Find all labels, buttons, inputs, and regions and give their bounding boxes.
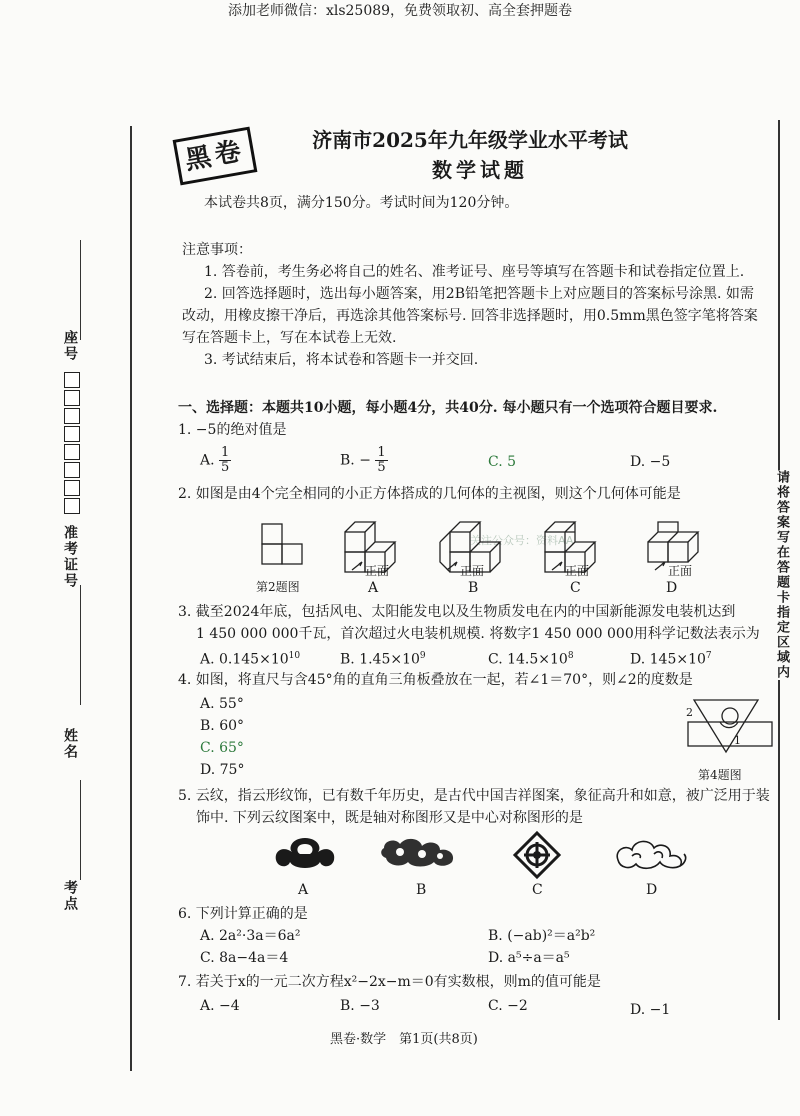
section-1-heading: 一、选择题：本题共10小题，每小题4分，共40分. 每小题只有一个选项符合题目要求. [178, 400, 718, 416]
notice-item-1: 1. 答卷前，考生务必将自己的姓名、准考证号、座号等填写在答题卡和试卷指定位置上. [204, 264, 745, 280]
question-5-label-b: B [416, 882, 427, 898]
question-2-figure-caption: 第2题图 [256, 580, 300, 594]
question-1-option-d: D. −5 [630, 454, 671, 470]
exam-subtitle: 数学试题 [432, 158, 528, 182]
site-underline [80, 780, 81, 880]
question-6-option-a: A. 2a²·3a＝6a² [200, 928, 301, 944]
question-5-cloud-pattern-b [378, 834, 468, 874]
question-5-cloud-pattern-d [612, 836, 692, 876]
question-6-option-c: C. 8a−4a＝4 [200, 950, 289, 966]
question-5-label-a: A [298, 882, 309, 898]
question-2-label-a: A [368, 580, 379, 596]
question-3-option-b: B. $1.45\times 10^9$ [340, 651, 426, 668]
name-label: 姓名 [62, 728, 78, 760]
question-4-option-d: D. 75° [200, 762, 245, 778]
name-underline [80, 585, 81, 705]
exam-title: 济南市2025年九年级学业水平考试 [312, 128, 628, 152]
question-3-option-d: D. $145\times 10^7$ [630, 651, 712, 668]
question-5-label-d: D [646, 882, 658, 898]
question-5-label-c: C [532, 882, 543, 898]
question-3-stem-1: 3. 截至2024年底，包括风电、太阳能发电以及生物质发电在内的中国新能源发电装机达到 [178, 604, 736, 620]
question-2-front-b: 正面 [460, 564, 485, 578]
question-5-cloud-pattern-a [270, 834, 340, 874]
question-3-option-a: A. $0.145\times 10^{10}$ [200, 651, 301, 668]
question-2-front-d: 正面 [668, 564, 693, 578]
question-2-front-a: 正面 [365, 564, 390, 578]
question-4-angle-2: 2 [686, 706, 693, 719]
question-6-stem: 6. 下列计算正确的是 [178, 906, 308, 922]
site-label: 考点 [62, 880, 78, 912]
question-7-option-a: A. −4 [200, 998, 240, 1014]
question-7-option-b: B. −3 [340, 998, 380, 1014]
notice-item-2-end: 写在答题卡上，写在本试卷上无效. [182, 330, 397, 346]
question-1-stem: 1. −5的绝对值是 [178, 422, 287, 438]
notice-heading: 注意事项： [182, 242, 252, 258]
question-5-cloud-pattern-c [512, 830, 562, 880]
question-2-stem: 2. 如图是由4个完全相同的小正方体搭成的几何体的主视图，则这个几何体可能是 [178, 486, 681, 502]
question-6-option-d: D. a⁵÷a＝a⁵ [488, 950, 570, 966]
question-1-option-c: C. 5 [488, 454, 517, 470]
promo-banner: 添加老师微信：xls25089，免费领取初、高全套押题卷 [227, 3, 573, 19]
question-4-option-a: A. 55° [200, 696, 244, 712]
question-3-option-c: C. $14.5\times 10^8$ [488, 651, 574, 668]
question-4-option-c: C. 65° [200, 740, 244, 756]
question-7-option-c: C. −2 [488, 998, 528, 1014]
question-4-angle-1: 1 [734, 734, 741, 747]
question-4-option-b: B. 60° [200, 718, 245, 734]
ticket-label: 准考证号 [62, 525, 78, 589]
question-1-option-a: A. $\frac{1}{5}$ [200, 445, 230, 475]
question-7-option-d: D. −1 [630, 1002, 671, 1018]
black-paper-stamp: 黑卷 [173, 127, 258, 186]
question-5-stem-1: 5. 云纹，指云形纹饰，已有数千年历史，是古代中国吉祥图案，象征高升和如意，被广泛用于装 [178, 788, 770, 804]
question-2-label-b: B [468, 580, 479, 596]
question-5-stem-2: 饰中. 下列云纹图案中，既是轴对称图形又是中心对称图形的是 [196, 810, 583, 826]
question-2-figure [0, 500, 800, 600]
right-margin-note: 请将答案写在答题卡指定区域内 [774, 470, 789, 680]
notice-item-2-cont: 改动，用橡皮擦干净后，再选涂其他答案标号. 回答非选择题时，用0.5mm黑色签字笔将答案 [182, 308, 758, 324]
question-4-figure [686, 694, 776, 764]
question-6-option-b: B. (−ab)²＝a²b² [488, 928, 596, 944]
question-2-label-c: C [570, 580, 581, 596]
page-footer: 黑卷·数学 第1页(共8页) [330, 1032, 478, 1047]
question-4-figure-caption: 第4题图 [698, 768, 742, 782]
seat-underline [80, 240, 81, 340]
question-2-label-d: D [666, 580, 678, 596]
notice-item-2: 2. 回答选择题时，选出每小题答案，用2B铅笔把答题卡上对应题目的答案标号涂黑. 如需 [204, 286, 754, 302]
question-2-front-c: 正面 [565, 564, 590, 578]
question-3-stem-2: 1 450 000 000千瓦，首次超过火电装机规模. 将数字1 450 000 000用科学记数法表示为 [196, 626, 760, 642]
question-4-stem: 4. 如图，将直尺与含45°角的直角三角板叠放在一起，若∠1＝70°，则∠2的度数是 [178, 672, 693, 688]
watermark: 关注公众号：资料AA [470, 534, 574, 547]
notice-item-3: 3. 考试结束后，将本试卷和答题卡一并交回. [204, 352, 479, 368]
seat-label: 座号 [62, 330, 78, 362]
question-1-option-b: B. − $\frac{1}{5}$ [340, 445, 386, 475]
question-7-stem: 7. 若关于x的一元二次方程x²−2x−m＝0有实数根，则m的值可能是 [178, 974, 601, 990]
exam-intro: 本试卷共8页，满分150分。考试时间为120分钟。 [204, 195, 519, 211]
